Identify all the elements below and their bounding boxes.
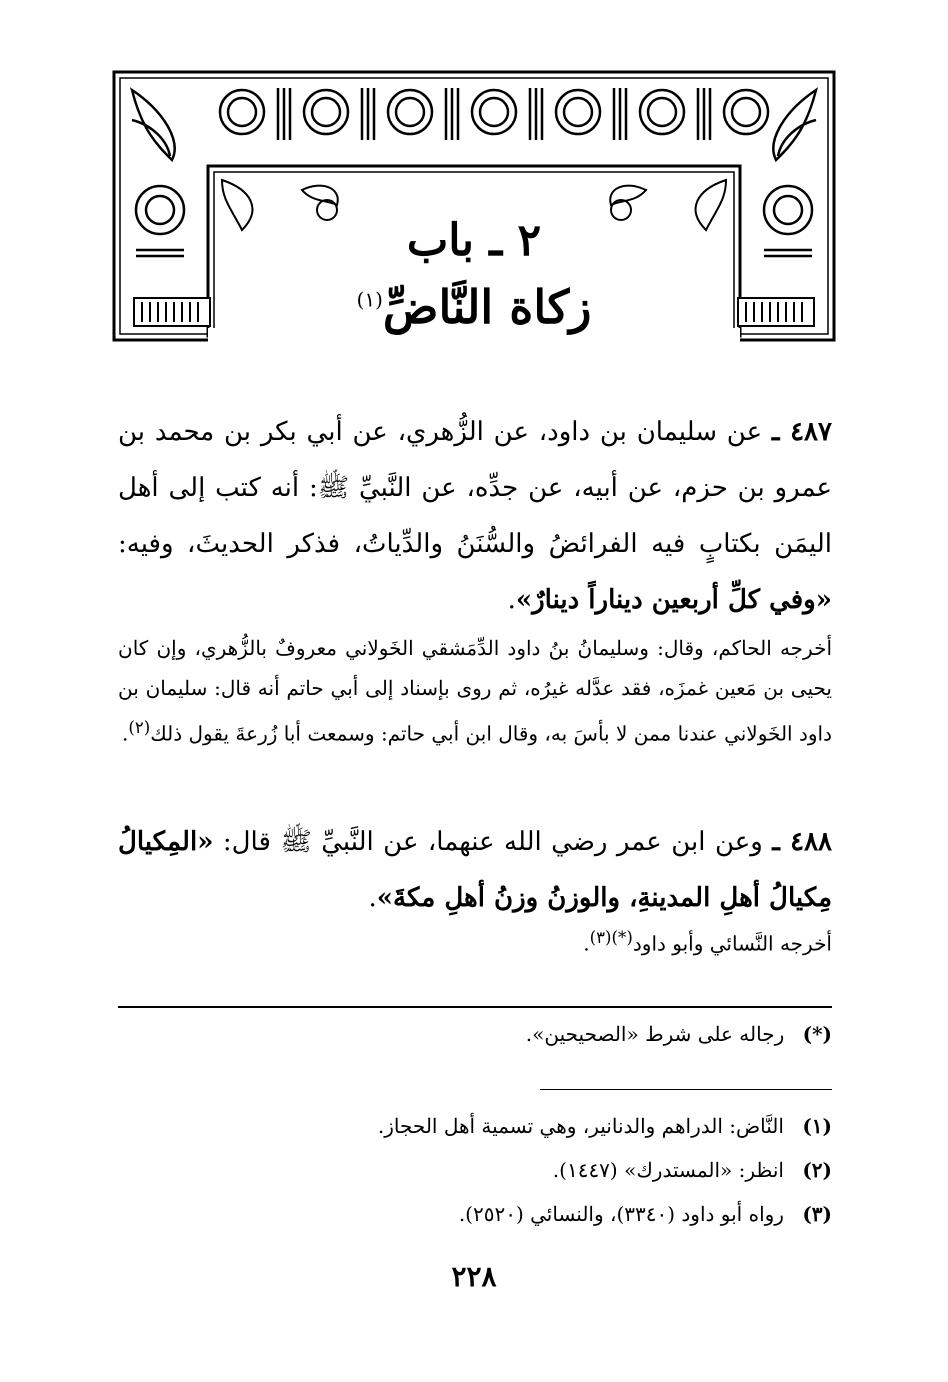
takhrij-488 — [118, 918, 832, 964]
hadith-488 — [118, 814, 832, 926]
hadith-488-quote: «المِكيالُ مِكيالُ أهلِ المدينةِ، والوزنُ وزنُ أهلِ مكةَ» — [118, 827, 832, 913]
takhrij-487 — [118, 628, 832, 754]
footnote-star-text: رجاله على شرط «الصحيحين». — [525, 1022, 785, 1046]
chapter-number-text: ٢ ـ باب — [406, 215, 542, 266]
hadith-487-end: . — [507, 585, 516, 615]
takhrij-487-ref: (٢) — [128, 718, 151, 737]
chapter-title-text: زكاة النَّاضِّ — [382, 280, 592, 334]
hadith-487-quote: «وفي كلِّ أربعين ديناراً دينارٌ» — [515, 585, 832, 615]
hadith-487-text: عن سليمان بن داود، عن الزُّهري، عن أبي بكر بن محمد بن عمرو بن حزم، عن أبيه، عن جدِّه، عن النَّبيِّ ﷺ: أنه كتب إلى أهل اليمَن بكتابٍ فيه الفرائضُ والسُّنَنُ والدِّياتُ، فذكر الحديثَ، وفيه: — [118, 417, 832, 559]
page-number: ٢٢٨ — [451, 1260, 497, 1293]
hadith-487 — [118, 404, 832, 628]
footnote-2-text: انظر: «المستدرك» (١٤٤٧). — [552, 1158, 784, 1182]
hadith-488-number: ٤٨٨ ـ — [772, 827, 833, 857]
footnote-1 — [118, 1110, 832, 1142]
footnote-1-mark: (١) — [802, 1114, 832, 1138]
chapter-number — [112, 215, 836, 266]
footnote-1-text: النَّاض: الدراهم والدنانير، وهي تسمية أهل الحجاز. — [377, 1114, 784, 1138]
takhrij-488-text: أخرجه النَّسائي وأبو داود — [632, 931, 832, 956]
footnote-star-mark: (*) — [802, 1022, 832, 1046]
footnote-3-text: رواه أبو داود (٣٣٤٠)، والنسائي (٢٥٢٠). — [458, 1202, 784, 1226]
takhrij-488-end: . — [583, 931, 590, 956]
footnote-short-divider — [540, 1089, 832, 1090]
footnote-2 — [118, 1154, 832, 1186]
takhrij-488-ref: (*)(٣) — [589, 928, 633, 947]
footnote-divider — [118, 1006, 832, 1008]
hadith-487-number: ٤٨٧ ـ — [771, 417, 832, 447]
takhrij-487-text: أخرجه الحاكم، وقال: وسليمانُ بنُ داود الدِّمَشقي الخَولاني معروفٌ بالزُّهري، وإن كان يحيى بن مَعين غمزَه، فقد عدَّله غيرُه، ثم روى بإسناد إلى أبي حاتم أنه قال: سليمان بن داود الخَولاني عندنا ممن لا بأسَ به، وقال ابن أبي حاتم: وسمعت أبا زُرعةَ يقول ذلك — [118, 636, 832, 746]
hadith-488-end: . — [368, 883, 377, 913]
hadith-488-text: وعن ابن عمر رضي الله عنهما، عن النَّبيِّ ﷺ قال: — [222, 827, 763, 857]
footnote-3 — [118, 1198, 832, 1230]
chapter-title-footnote-ref: (١) — [356, 287, 383, 312]
footnote-star — [118, 1018, 832, 1050]
footnote-2-mark: (٢) — [802, 1158, 832, 1182]
chapter-title — [112, 280, 836, 334]
takhrij-487-end: . — [121, 721, 129, 746]
footnote-3-mark: (٣) — [802, 1202, 832, 1226]
